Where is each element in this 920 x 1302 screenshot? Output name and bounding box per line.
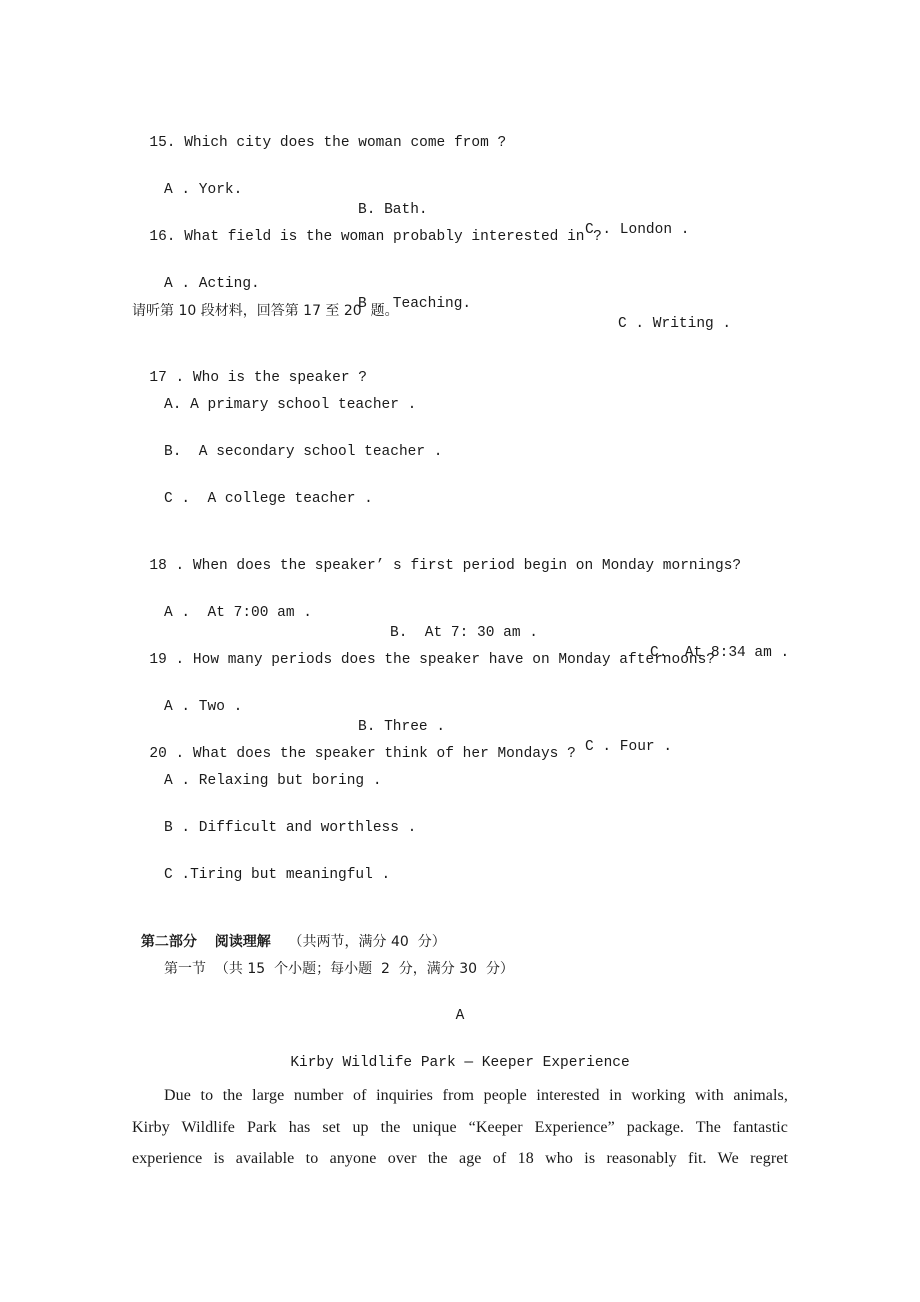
question-number: 19 . — [149, 652, 185, 668]
question-16 — [132, 207, 602, 245]
option-c: C .Tiring but meaningful . — [164, 867, 391, 883]
question-17 — [132, 348, 367, 386]
question-number: 18 . — [149, 558, 185, 574]
passage-body — [132, 1080, 788, 1175]
option-c: C. At 8:34 am . — [650, 645, 790, 661]
question-text: When does the speaker’ s first period begin on Monday mornings? — [192, 558, 742, 574]
option-c: C . A college teacher . — [164, 491, 373, 507]
part2-subtitle: 阅读理解 — [214, 934, 271, 950]
passage-line: Kirby Wildlife Park has set up the unique “Keeper Experience” package. The fantastic — [132, 1118, 788, 1136]
question-text: What field is the woman probably interested in ? — [184, 229, 602, 245]
option-a: A. A primary school teacher . — [164, 397, 417, 413]
question-number: 16. — [149, 229, 176, 245]
question-19 — [132, 630, 716, 668]
option-b: B. Three . — [358, 719, 446, 735]
option-b: B. At 7: 30 am . — [390, 625, 538, 641]
option-c: C . London . — [585, 222, 690, 238]
option-a: A . Relaxing but boring . — [164, 773, 382, 789]
passage-title: Kirby Wildlife Park — Keeper Experience — [290, 1055, 630, 1071]
option-a: A . At 7:00 am . — [164, 605, 312, 621]
part2-note: （共两节，满分 40 分） — [288, 934, 446, 950]
question-15 — [132, 113, 507, 151]
passage-line: Due to the large number of inquiries from people interested in working with animals, — [164, 1087, 788, 1104]
question-text: What does the speaker think of her Mondays ? — [192, 746, 576, 762]
question-number: 20 . — [149, 746, 185, 762]
question-number: 15. — [149, 135, 176, 151]
option-a: A . York. — [164, 182, 243, 198]
question-text: How many periods does the speaker have on Monday afternoons? — [192, 652, 716, 668]
option-b: B . Difficult and worthless . — [164, 820, 417, 836]
option-b: B . Teaching. — [358, 296, 472, 312]
question-text: Which city does the woman come from ? — [184, 135, 507, 151]
question-18 — [132, 536, 742, 574]
section1-heading: 第一节 （共 15 个小题；每小题 2 分，满分 30 分） — [164, 961, 514, 977]
question-20 — [132, 724, 576, 762]
part2-title: 第二部分 — [140, 934, 197, 950]
part2-heading — [132, 912, 446, 950]
option-c: C . Four . — [585, 739, 673, 755]
option-a: A . Acting. — [164, 276, 260, 292]
question-text: Who is the speaker ? — [192, 370, 367, 386]
listening-instruction: 请听第 10 段材料，回答第 17 至 20 题。 — [132, 303, 399, 319]
option-b: B. A secondary school teacher . — [164, 444, 443, 460]
passage-line: experience is available to anyone over the age of 18 who is reasonably fit. We regret — [132, 1150, 788, 1167]
passage-label: A — [455, 1008, 465, 1024]
option-a: A . Two . — [164, 699, 243, 715]
question-number: 17 . — [149, 370, 185, 386]
option-c: C . Writing . — [618, 316, 732, 332]
option-b: B. Bath. — [358, 202, 428, 218]
